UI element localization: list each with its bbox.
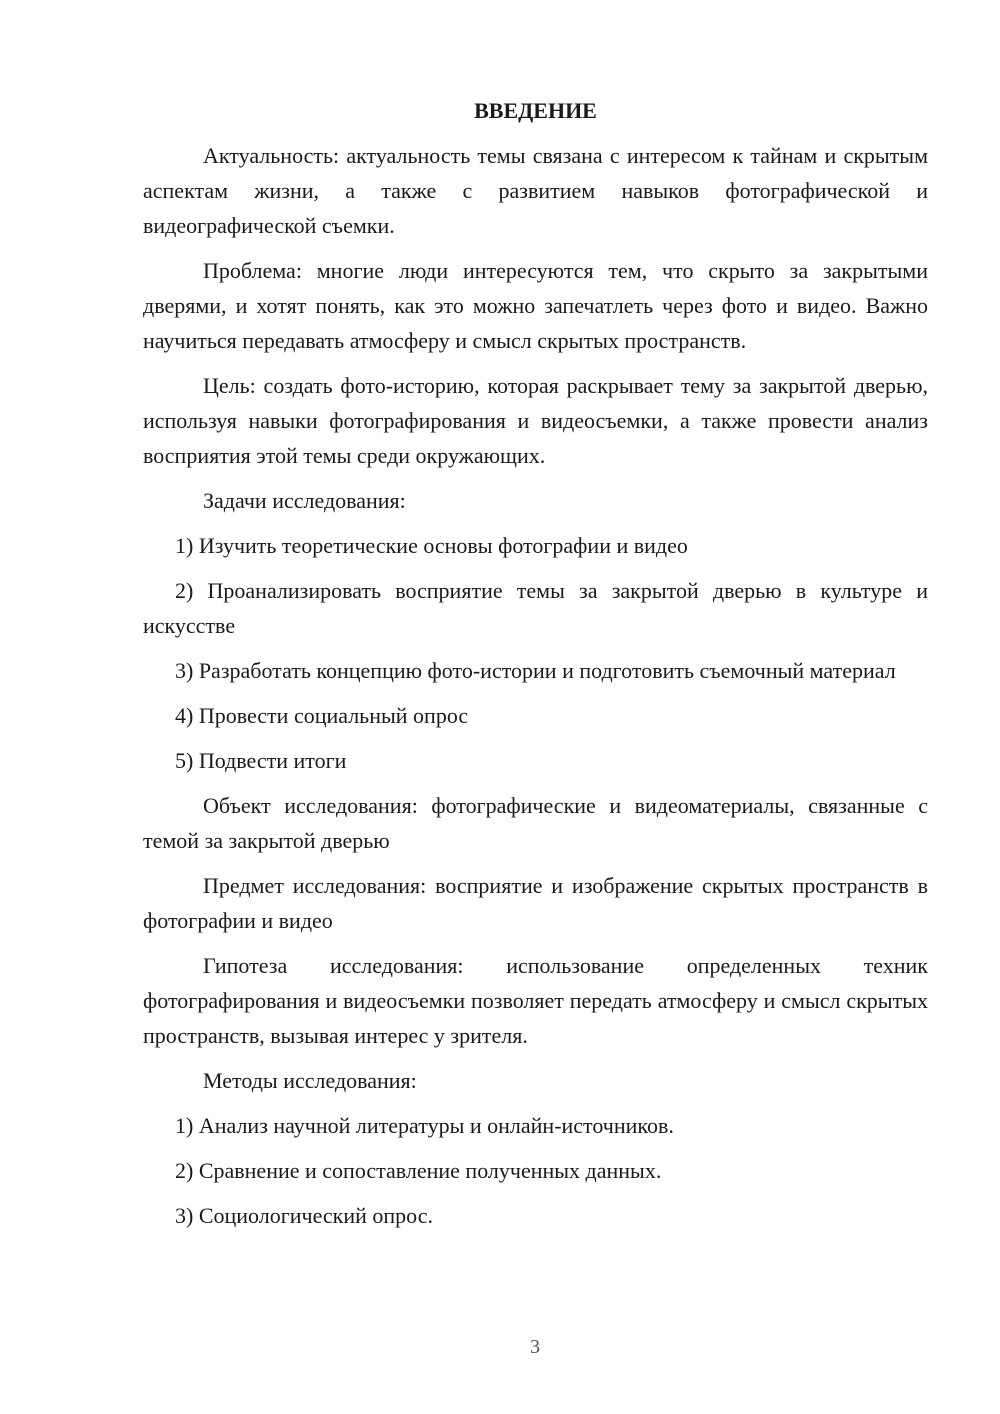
page-title: ВВЕДЕНИЕ	[474, 98, 597, 123]
paragraph-relevance: Актуальность: актуальность темы связана с интересом к тайнам и скрытым аспектам жизни, а также с развитием навыков фотографической и видеографической съемки.	[143, 143, 928, 238]
paragraph-tasks-heading: Задачи исследования:	[203, 488, 406, 513]
list-item-method-2: 2) Сравнение и сопоставление полученных данных.	[175, 1158, 662, 1183]
paragraph-methods-heading: Методы исследования:	[203, 1068, 417, 1093]
page-number: 3	[530, 1336, 540, 1358]
paragraph-goal: Цель: создать фото-историю, которая раскрывает тему за закрытой дверью, используя навыки фотографирования и видеосъемки, а также провести анализ восприятия этой темы среди окружающих.	[143, 373, 928, 468]
paragraph-object: Объект исследования: фотографические и видеоматериалы, связанные с темой за закрытой дверью	[143, 793, 928, 853]
paragraph-hypothesis: Гипотеза исследования: использование определенных техник фотографирования и видеосъемки позволяет передать атмосферу и смысл скрытых пространств, вызывая интерес у зрителя.	[143, 953, 928, 1048]
list-item-method-1: 1) Анализ научной литературы и онлайн-источников.	[175, 1113, 674, 1138]
list-item-task-4: 4) Провести социальный опрос	[175, 703, 469, 728]
list-item-task-2: 2) Проанализировать восприятие темы за закрытой дверью в культуре и искусстве	[143, 578, 928, 638]
list-item-task-5: 5) Подвести итоги	[175, 748, 347, 773]
paragraph-subject: Предмет исследования: восприятие и изображение скрытых пространств в фотографии и видео	[143, 873, 928, 933]
paragraph-problem: Проблема: многие люди интересуются тем, что скрыто за закрытыми дверями, и хотят понять, как это можно запечатлеть через фото и видео. Важно научиться передавать атмосферу и смысл скрытых пространств.	[143, 258, 928, 353]
list-item-task-1: 1) Изучить теоретические основы фотографии и видео	[175, 533, 688, 558]
page-content	[143, 96, 928, 1243]
list-item-method-3: 3) Социологический опрос.	[175, 1203, 433, 1228]
list-item-task-3: 3) Разработать концепцию фото-истории и подготовить съемочный материал	[175, 658, 896, 683]
